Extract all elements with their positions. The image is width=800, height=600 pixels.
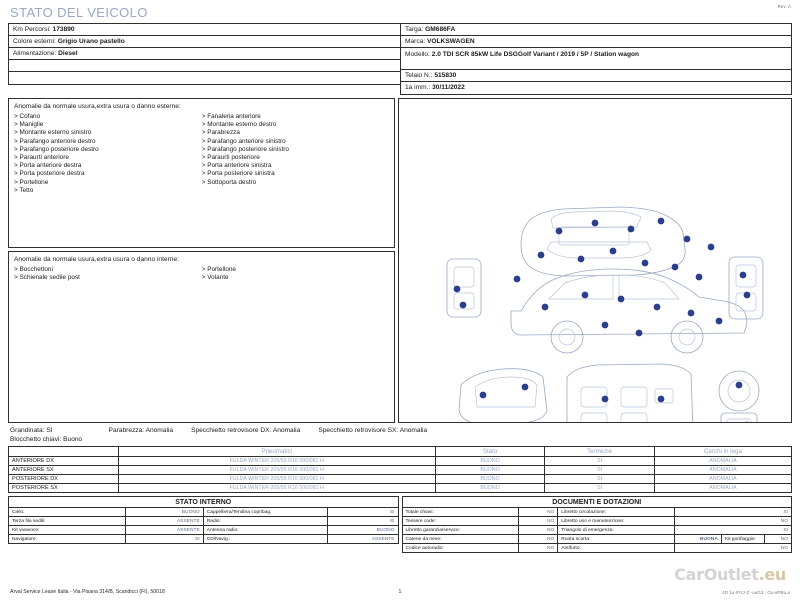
vehicle-info-left <box>8 23 400 95</box>
kv-key: Totale chiavi: <box>402 508 519 517</box>
list-item: > Parabrezza <box>202 129 390 137</box>
tyre-state: BUONO <box>435 457 545 466</box>
tyre-position: ANTERIORE DX <box>9 457 119 466</box>
table-row <box>402 517 792 526</box>
field-targa <box>400 23 792 35</box>
kv-value: BUONO <box>125 508 203 517</box>
table-row <box>9 517 399 526</box>
diagram-front-view <box>729 257 763 319</box>
tyres-header-row <box>9 447 792 457</box>
list-item: > Fanaleria anteriore <box>202 113 390 121</box>
field-colore <box>8 35 400 47</box>
kv-value: NO <box>519 508 558 517</box>
table-row <box>9 535 399 544</box>
list-item: > Porta anteriore sinistra <box>202 162 390 170</box>
vehicle-info-block <box>8 23 792 95</box>
table-row <box>402 544 792 553</box>
tyre-model: FULDA WINTER 205/55 R16 000/081 H <box>118 484 435 493</box>
kv-key: Antifurto: <box>558 544 675 553</box>
stato-interno-block <box>8 496 399 553</box>
list-item: > Cofano <box>14 113 202 121</box>
kv-key: Libretto garanzia/service: <box>402 526 519 535</box>
tyre-position: POSTERIORE DX <box>9 475 119 484</box>
kv-value: SI <box>675 508 792 517</box>
kv-key: Codice autoradio: <box>402 544 519 553</box>
list-item: > Paraurti anteriore <box>14 154 202 162</box>
tyre-state: BUONO <box>435 484 545 493</box>
tyre-thermal: SI <box>545 484 655 493</box>
tyre-rim: ANOMALIA <box>654 484 791 493</box>
field-marca <box>400 35 792 47</box>
kv-key: Radio: <box>203 517 328 526</box>
tyre-model: FULDA WINTER 205/55 R16 000/081 H <box>118 457 435 466</box>
notes-row <box>8 423 792 436</box>
kv-key: Catene da neve: <box>402 535 519 544</box>
stato-interno-table <box>8 496 399 544</box>
tyres-table <box>8 446 792 493</box>
table-row <box>9 484 792 493</box>
kv-value: NO <box>519 544 558 553</box>
note-blocchetto <box>8 436 792 446</box>
field-targa-value: GM686FA <box>425 26 456 33</box>
kv-value: NO <box>519 526 558 535</box>
field-km-value: 173890 <box>52 26 75 33</box>
revision-label: Rev. A <box>777 4 791 9</box>
field-km-label: Km Percorsi: <box>13 26 51 33</box>
kv-value: SI <box>328 517 398 526</box>
tyre-model: FULDA WINTER 205/55 R16 000/081 H <box>118 466 435 475</box>
tyre-rim: ANOMALIA <box>654 466 791 475</box>
kv-key: Triangolo di emergenza: <box>558 526 675 535</box>
note-grandinata <box>10 427 53 434</box>
field-modello-label: Modello: <box>405 51 430 58</box>
list-item: > Montante esterno sinistro <box>14 129 202 137</box>
tyres-col-cerchi: Cerchi in lega <box>654 447 791 457</box>
kv-key: Kit gonfiaggio: <box>721 535 764 544</box>
field-km <box>8 23 400 35</box>
kv-value: NO <box>519 535 558 544</box>
footer-page-number: 1 <box>398 589 402 595</box>
list-item: > Porta posteriore destra <box>14 170 202 178</box>
diagram-roof-view <box>521 207 685 276</box>
diagram-interior-wheel <box>719 371 759 422</box>
list-item: > Parafango posteriore sinistro <box>202 146 390 154</box>
note-parabrezza-value: Anomalia <box>145 427 174 434</box>
kv-key: CD/Navig.: <box>203 535 328 544</box>
list-item: > Paraurti posteriore <box>202 154 390 162</box>
kv-value: ASSENTE <box>125 526 203 535</box>
anomalies-internal-title: Anomalie da normale usura,extra usura o danno interne: <box>14 256 179 263</box>
note-grandinata-value: SI <box>46 427 53 434</box>
table-row <box>9 466 792 475</box>
kv-value: ASSENTE <box>328 535 398 544</box>
list-item: > Schienale sedile post <box>14 274 202 282</box>
field-telaio-label: Telaio N.: <box>405 72 433 79</box>
tyre-thermal: SI <box>545 457 655 466</box>
field-marca-value: VOLKSWAGEN <box>427 38 475 45</box>
kv-value: SI <box>328 508 398 517</box>
field-alimentazione-value: Diesel <box>58 50 78 57</box>
watermark <box>674 565 786 584</box>
documenti-block <box>402 496 793 553</box>
field-targa-label: Targa: <box>405 26 424 33</box>
kv-value: NO <box>675 544 792 553</box>
damage-markers-interior <box>470 382 751 422</box>
watermark-text: CarOutlet <box>674 565 759 584</box>
note-parabrezza <box>109 427 174 434</box>
note-specchietto-dx-label: Specchietto retrovisore DX: <box>191 427 272 434</box>
note-blocchetto-label: Blocchetto chiavi: <box>10 436 62 443</box>
diagram-interior-dashboard <box>459 369 547 422</box>
damage-markers-exterior <box>454 218 751 337</box>
field-modello-value: 2.0 TDI SCR 85kW Life DSGGolf Variant / 2019 / 5P / Station wagon <box>431 51 640 58</box>
tyre-rim: ANOMALIA <box>654 457 791 466</box>
list-item: > Parafango anteriore sinistro <box>202 138 390 146</box>
tyre-position: ANTERIORE SX <box>9 466 119 475</box>
anomalies-external-title: Anomalie da normale usura,extra usura o danno esterne: <box>14 103 181 110</box>
tyre-thermal: SI <box>545 466 655 475</box>
kv-value: ASSENTE <box>125 517 203 526</box>
inspection-section <box>8 98 792 423</box>
field-telaio <box>400 69 792 81</box>
list-item: > Tetto <box>14 187 202 195</box>
note-parabrezza-label: Parabrezza: <box>108 427 145 434</box>
kv-key: Libretto uso e manutenzione: <box>558 517 675 526</box>
field-alimentazione-label: Alimentazione: <box>13 50 57 57</box>
anomalies-internal-list-left <box>14 266 202 282</box>
anomalies-external-list-right <box>202 113 390 195</box>
tyres-col-stato: Stato <box>435 447 545 457</box>
field-modello <box>400 47 792 69</box>
tyre-position: POSTERIORE SX <box>9 484 119 493</box>
field-marca-label: Marca: <box>405 38 426 45</box>
anomalies-external-list-left <box>14 113 202 195</box>
diagram-interior-seats <box>567 364 693 422</box>
kv-value: SI <box>675 526 792 535</box>
table-row <box>402 508 792 517</box>
tyre-rim: ANOMALIA <box>654 475 791 484</box>
list-item: > Parafango anteriore destro <box>14 138 202 146</box>
documenti-table <box>402 496 793 553</box>
note-specchietto-sx <box>318 427 427 434</box>
list-item: > Porta anteriore destra <box>14 162 202 170</box>
stato-interno-title: STATO INTERNO <box>9 497 399 508</box>
anomalies-internal-box <box>8 251 395 423</box>
kv-key: Antenna radio: <box>203 526 328 535</box>
kv-key: Kit vivavoce: <box>9 526 126 535</box>
list-item: > Sottoporta destro <box>202 179 390 187</box>
tyre-thermal: SI <box>545 475 655 484</box>
kv-value: BUONO <box>328 526 398 535</box>
list-item: > Volante <box>202 274 390 282</box>
diagram-side-view <box>511 269 747 353</box>
field-colore-label: Colore esterni: <box>13 38 56 45</box>
footer-company: Arval Service Lease Italia - Via Pisana 314/B, Scandicci (FI), 50018 <box>10 589 165 595</box>
footer <box>10 589 790 595</box>
note-specchietto-sx-label: Specchietto retrovisore SX: <box>318 427 399 434</box>
tyres-col-pneumatici: Pneumatici <box>118 447 435 457</box>
note-specchietto-dx-value: Anomalia <box>272 427 301 434</box>
field-alimentazione <box>8 47 400 59</box>
kv-value: NO <box>519 517 558 526</box>
kv-value: BUONA <box>675 535 722 544</box>
kv-key: Libretto circolazione: <box>558 508 675 517</box>
kv-value: SI <box>125 535 203 544</box>
anomalies-column <box>8 98 395 423</box>
list-item: > Maniglie <box>14 121 202 129</box>
anomalies-internal-list-right <box>202 266 390 282</box>
diagram-column <box>398 98 792 423</box>
note-grandinata-label: Grandinata: <box>10 427 45 434</box>
bottom-tables <box>8 496 792 553</box>
vehicle-damage-diagram <box>398 98 792 423</box>
note-specchietto-sx-value: Anomalia <box>399 427 428 434</box>
field-colore-value: Grigio Urano pastello <box>57 38 125 45</box>
note-specchietto-dx <box>191 427 300 434</box>
table-row <box>402 535 792 544</box>
tyres-col-pos <box>9 447 119 457</box>
kv-key: Ruota scorta: <box>558 535 675 544</box>
table-row <box>9 457 792 466</box>
watermark-suffix: .eu <box>758 565 786 584</box>
diagram-rear-view <box>447 259 481 317</box>
kv-value: NO <box>764 535 791 544</box>
vehicle-diagram-svg <box>399 99 791 422</box>
kv-key: Tessere code: <box>402 517 519 526</box>
footer-code: 4D 1u-/PzJ·Z-·uuG2 ; Gu-aPBu.a <box>722 590 790 595</box>
list-item: > Portellone <box>202 266 390 274</box>
field-telaio-value: 515830 <box>434 72 457 79</box>
vehicle-info-right <box>400 23 792 95</box>
table-row <box>9 508 399 517</box>
kv-key: Cappelliera/Tendina copribag. <box>203 508 328 517</box>
kv-key: Navigatore: <box>9 535 126 544</box>
list-item: > Bocchettoni <box>14 266 202 274</box>
tyre-state: BUONO <box>435 475 545 484</box>
field-spacer-1 <box>8 59 400 71</box>
tyre-state: BUONO <box>435 466 545 475</box>
note-blocchetto-value: Buono <box>63 436 83 443</box>
table-row <box>402 526 792 535</box>
list-item: > Montante esterno destro <box>202 121 390 129</box>
tyre-model: FULDA WINTER 205/55 R16 000/081 H <box>118 475 435 484</box>
kv-value: NO <box>675 517 792 526</box>
kv-key: Terza fila sedili: <box>9 517 126 526</box>
table-row <box>9 475 792 484</box>
list-item: > Porta posteriore sinistra <box>202 170 390 178</box>
field-prima-immatricolazione-value: 30/11/2022 <box>432 84 465 91</box>
tyres-col-termiche: Termiche <box>545 447 655 457</box>
list-item: > Portellone <box>14 179 202 187</box>
list-item: > Parafango posteriore destro <box>14 146 202 154</box>
page-title: STATO DEL VEICOLO <box>10 5 148 20</box>
documenti-title: DOCUMENTI E DOTAZIONI <box>402 497 792 508</box>
field-prima-immatricolazione-label: 1a imm.: <box>405 84 431 91</box>
kv-key: Cielo: <box>9 508 126 517</box>
table-row <box>9 526 399 535</box>
anomalies-external-box <box>8 98 395 248</box>
field-prima-immatricolazione <box>400 81 792 95</box>
field-spacer-2 <box>8 71 400 85</box>
